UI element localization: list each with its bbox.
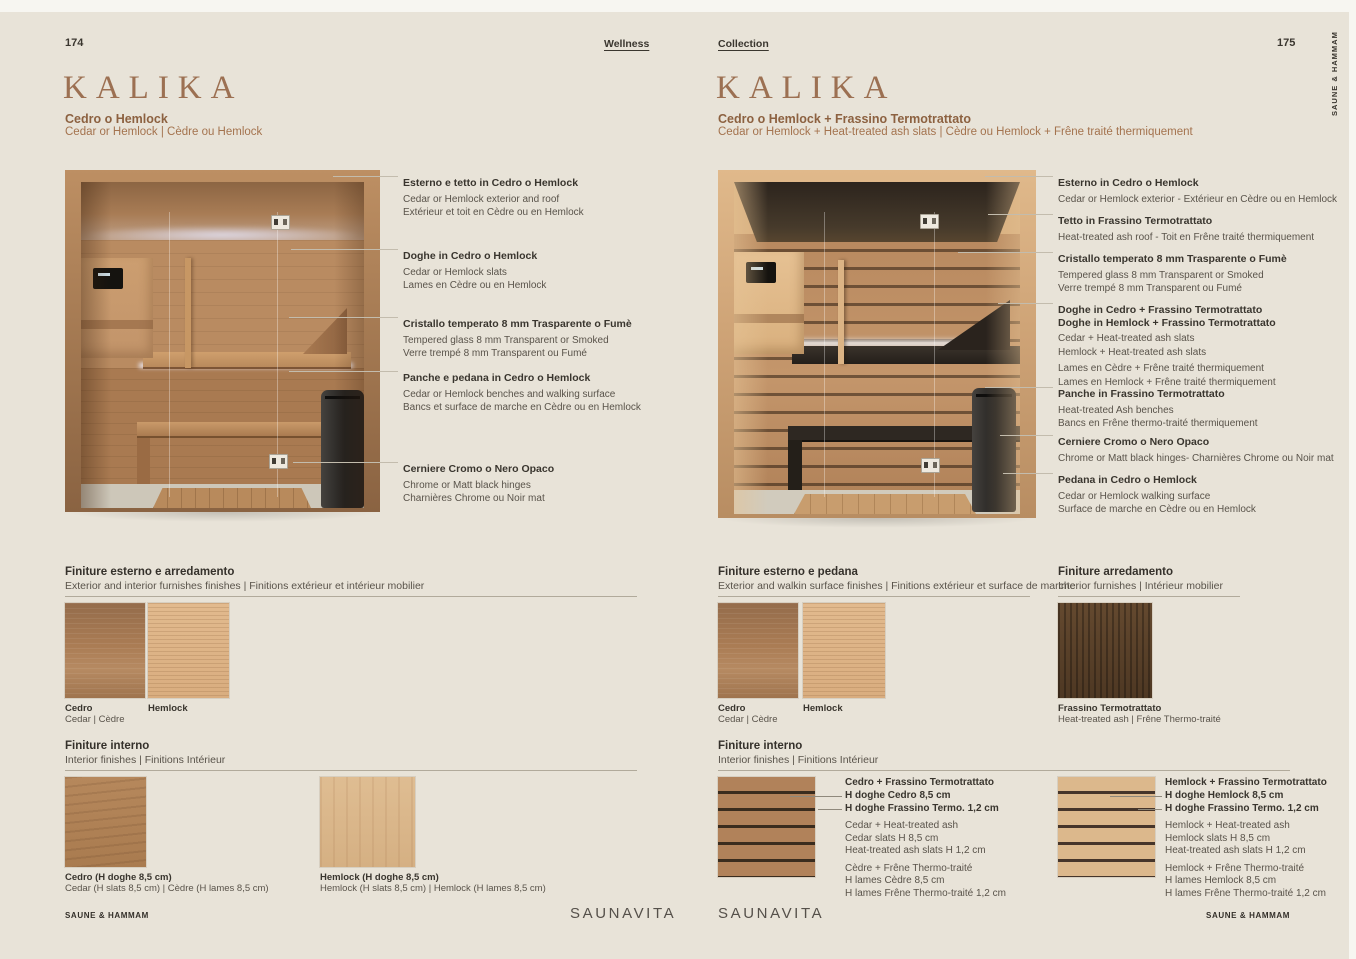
leader-line <box>289 371 398 372</box>
callout-title: Cristallo temperato 8 mm Trasparente o Fumè <box>403 318 632 330</box>
callout-line: Cedar or Hemlock exterior - Extérieur en Cèdre ou en Hemlock <box>1058 193 1337 205</box>
swatch-label: Hemlock <box>148 703 188 714</box>
section-title: Finiture arredamento <box>1058 566 1174 578</box>
swatch-frassino <box>1058 603 1152 698</box>
section-title: Finiture esterno e pedana <box>718 566 858 578</box>
left-sauna-image <box>65 170 380 512</box>
swatch-hemlock-interior <box>320 777 415 867</box>
panel-line: H doghe Frassino Termo. 1,2 cm <box>845 803 999 814</box>
brand-logo: SAUNAVITA <box>718 905 825 922</box>
callout-title: Cerniere Cromo o Nero Opaco <box>403 463 555 475</box>
upper-bench <box>143 352 351 369</box>
swatch-label: Cedro <box>718 703 746 714</box>
callout-line: Hemlock + Heat-treated ash slats <box>1058 346 1207 358</box>
callout-benches <box>1058 385 1356 431</box>
left-subtitle-translated: Cedar or Hemlock | Cèdre ou Hemlock <box>65 126 263 138</box>
swatch-hemlock-exterior <box>148 603 229 698</box>
callout-line: Verre trempé 8 mm Transparent ou Fumé <box>1058 283 1242 294</box>
callout-slats <box>403 247 683 293</box>
right-page-number: 175 <box>1277 37 1296 49</box>
callout-benches <box>403 369 683 415</box>
callout-exterior <box>1058 174 1356 206</box>
shading <box>986 182 1020 514</box>
door-hinge <box>269 454 288 469</box>
callout-line: Cedar or Hemlock walking surface <box>1058 490 1211 502</box>
section-subtitle: Interior finishes | Finitions Intérieur <box>65 754 226 766</box>
panel-line: H lames Frêne Thermo-traité 1,2 cm <box>1165 887 1326 899</box>
panel-line: Hemlock + Frêne Thermo-traité <box>1165 862 1305 874</box>
callout-line: Lames en Cèdre ou en Hemlock <box>403 280 547 291</box>
panel-line: H doghe Cedro 8,5 cm <box>845 790 951 801</box>
leader-line <box>289 317 398 318</box>
callout-line: Cedar or Hemlock exterior and roof <box>403 193 560 205</box>
door-hinge <box>921 458 940 473</box>
callout-line: Surface de marche en Cèdre ou en Hemlock <box>1058 504 1256 515</box>
section-rule <box>1058 596 1240 597</box>
tick-line <box>1138 809 1162 810</box>
swatch-label: Cedro <box>65 703 93 714</box>
callout-title: Cristallo temperato 8 mm Trasparente o Fumè <box>1058 253 1287 265</box>
callout-line: Cedar + Heat-treated ash slats <box>1058 333 1195 344</box>
section-subtitle: Interior finishes | Finitions Intérieur <box>718 754 879 766</box>
swatch-hemlock-frassino-slats <box>1058 777 1155 877</box>
callout-title: Pedana in Cedro o Hemlock <box>1058 474 1197 486</box>
panel-line: Cedar + Heat-treated ash <box>845 820 959 831</box>
leader-line <box>958 252 1053 253</box>
callout-line: Cedar or Hemlock slats <box>403 266 507 278</box>
section-rule <box>718 770 1290 771</box>
swatch-hemlock-exterior <box>803 603 885 698</box>
nav-link-collection[interactable]: Collection <box>718 38 769 50</box>
leader-line <box>293 462 398 463</box>
callout-line: Chrome or Matt black hinges- Charnières Chrome ou Noir mat <box>1058 452 1334 464</box>
right-sauna-image <box>718 170 1036 518</box>
brand-logo: SAUNAVITA <box>570 905 677 922</box>
leader-line <box>988 214 1053 215</box>
callout-hinges <box>1058 433 1356 465</box>
swatch-label: Cedro (H doghe 8,5 cm) <box>65 872 172 883</box>
callout-exterior-roof <box>403 174 683 220</box>
nav-link-wellness[interactable]: Wellness <box>604 38 650 50</box>
panel-line: Cedar slats H 8,5 cm <box>845 832 939 844</box>
leader-line <box>291 249 398 250</box>
page-edge-top <box>0 0 1356 12</box>
callout-line: Tempered glass 8 mm Transparent or Smoked <box>403 334 609 346</box>
tick-line <box>790 796 842 797</box>
leader-line <box>333 176 398 177</box>
swatch-sublabel: Hemlock (H slats 8,5 cm) | Hemlock (H lames 8,5 cm) <box>320 883 546 894</box>
glass-seam <box>169 212 170 497</box>
walking-surface-mat <box>153 488 311 508</box>
sauna-shadow <box>718 518 1036 528</box>
panel-line: Heat-treated ash slats H 1,2 cm <box>845 845 986 856</box>
shading <box>334 182 364 508</box>
callout-glass <box>403 315 683 361</box>
callout-title: Panche in Frassino Termotrattato <box>1058 388 1225 400</box>
tick-line <box>818 809 842 810</box>
callout-line: Extérieur et toit en Cèdre ou en Hemlock <box>403 207 584 218</box>
callout-title: Cerniere Cromo o Nero Opaco <box>1058 436 1210 448</box>
panel-line: H lames Hemlock 8,5 cm <box>1165 875 1277 886</box>
swatch-label: Hemlock <box>803 703 843 714</box>
panel-line: Hemlock + Frassino Termotrattato <box>1165 777 1327 788</box>
callout-title: Tetto in Frassino Termotrattato <box>1058 215 1213 227</box>
callout-title: Doghe in Hemlock + Frassino Termotrattato <box>1058 316 1276 329</box>
callout-title: Esterno e tetto in Cedro o Hemlock <box>403 177 579 189</box>
dark-ash-ceiling <box>734 182 1020 242</box>
panel-line: H lames Cèdre 8,5 cm <box>845 875 945 886</box>
callout-line: Tempered glass 8 mm Transparent or Smoked <box>1058 269 1264 281</box>
leader-line <box>985 387 1053 388</box>
callout-line: Lames en Hemlock + Frêne traité thermiquement <box>1058 376 1276 388</box>
callout-line: Bancs et surface de marche en Cèdre ou en Hemlock <box>403 402 641 413</box>
side-tab-label: SAUNE & HAMMAM <box>1330 31 1339 116</box>
callout-line: Charnières Chrome ou Noir mat <box>403 493 545 504</box>
section-subtitle: Interior furnishes | Intérieur mobilier <box>1058 580 1223 592</box>
panel-line: Heat-treated ash slats H 1,2 cm <box>1165 845 1306 856</box>
section-rule <box>718 596 1030 597</box>
callout-line: Heat-treated ash roof - Toit en Frêne traité thermiquement <box>1058 231 1315 243</box>
section-title: Finiture esterno e arredamento <box>65 566 235 578</box>
right-page-title: KALIKA <box>716 70 897 106</box>
panel-line: Hemlock slats H 8,5 cm <box>1165 832 1271 844</box>
walking-surface-mat <box>794 494 976 514</box>
panel-line: Hemlock + Heat-treated ash <box>1165 820 1290 831</box>
tick-line <box>1110 796 1162 797</box>
callout-line: Bancs en Frêne thermo-traité thermiquement <box>1058 418 1258 429</box>
callout-title: Panche e pedana in Cedro o Hemlock <box>403 372 591 384</box>
right-subtitle-translated: Cedar or Hemlock + Heat-treated ash slats | Cèdre ou Hemlock + Frêne traité thermiquement <box>718 126 1193 138</box>
callout-walking-surface <box>1058 471 1356 517</box>
left-page-number: 174 <box>65 37 84 49</box>
bench-leg <box>788 440 802 490</box>
panel-line: Cèdre + Frêne Thermo-traité <box>845 862 973 874</box>
glass-seam <box>934 212 935 497</box>
panel-line: H doghe Hemlock 8,5 cm <box>1165 790 1284 801</box>
swatch-sublabel: Heat-treated ash | Frêne Thermo-traité <box>1058 714 1221 725</box>
section-title: Finiture interno <box>65 740 150 752</box>
section-subtitle: Exterior and walkin surface finishes | Finitions extérieur et surface de marche <box>718 580 1076 592</box>
section-rule <box>65 596 637 597</box>
callout-title: Esterno in Cedro o Hemlock <box>1058 177 1199 189</box>
section-rule <box>65 770 637 771</box>
interior-panel-cedro <box>845 776 1055 900</box>
swatch-label: Frassino Termotrattato <box>1058 703 1162 714</box>
glass-seam <box>824 212 825 497</box>
swatch-cedro-frassino-slats <box>718 777 815 877</box>
swatch-label: Hemlock (H doghe 8,5 cm) <box>320 872 439 883</box>
callout-title: Doghe in Cedro + Frassino Termotrattato <box>1058 304 1263 316</box>
bench-leg <box>137 438 150 486</box>
callout-hinges <box>403 460 683 506</box>
leader-line <box>1000 435 1053 436</box>
callout-line: Heat-treated Ash benches <box>1058 404 1174 416</box>
interior-panel-hemlock <box>1165 776 1356 900</box>
swatch-cedro-exterior <box>718 603 798 698</box>
leader-line <box>985 176 1053 177</box>
shading <box>734 182 768 514</box>
sauna-interior <box>734 182 1020 514</box>
leader-line <box>998 303 1053 304</box>
swatch-cedro-exterior <box>65 603 145 698</box>
glass-partition-post <box>838 260 844 364</box>
left-page-title: KALIKA <box>63 70 244 106</box>
swatch-sublabel: Cedar | Cèdre <box>65 714 125 725</box>
swatch-cedro-interior <box>65 777 146 867</box>
door-hinge <box>271 215 290 230</box>
swatch-sublabel: Cedar (H slats 8,5 cm) | Cèdre (H lames 8,5 cm) <box>65 883 269 894</box>
footer-tagline: SAUNE & HAMMAM <box>1206 911 1290 920</box>
callout-glass <box>1058 250 1356 296</box>
panel-line: Cedro + Frassino Termotrattato <box>845 777 995 788</box>
callout-title: Doghe in Cedro o Hemlock <box>403 250 538 262</box>
callout-line: Lames en Cèdre + Frêne traité thermiquement <box>1058 363 1264 374</box>
sauna-shadow <box>65 512 380 522</box>
section-subtitle: Exterior and interior furnishes finishes | Finitions extérieur et intérieur mobilier <box>65 580 425 592</box>
left-subtitle-italian: Cedro o Hemlock <box>65 112 168 126</box>
callout-slats <box>1058 301 1356 389</box>
callout-roof <box>1058 212 1356 244</box>
panel-line: H lames Frêne Thermo-traité 1,2 cm <box>845 887 1006 899</box>
right-subtitle-italian: Cedro o Hemlock + Frassino Termotrattato <box>718 112 971 126</box>
leader-line <box>1003 473 1053 474</box>
callout-line: Verre trempé 8 mm Transparent ou Fumé <box>403 348 587 359</box>
section-title: Finiture interno <box>718 740 803 752</box>
shading <box>81 182 111 508</box>
footer-tagline: SAUNE & HAMMAM <box>65 911 149 920</box>
door-hinge <box>920 214 939 229</box>
glass-partition-post <box>185 258 191 368</box>
callout-line: Chrome or Matt black hinges <box>403 479 531 491</box>
lower-bench <box>137 422 333 438</box>
swatch-sublabel: Cedar | Cèdre <box>718 714 778 725</box>
panel-line: H doghe Frassino Termo. 1,2 cm <box>1165 803 1319 814</box>
sauna-interior <box>81 182 364 508</box>
callout-line: Cedar or Hemlock benches and walking surface <box>403 388 616 400</box>
